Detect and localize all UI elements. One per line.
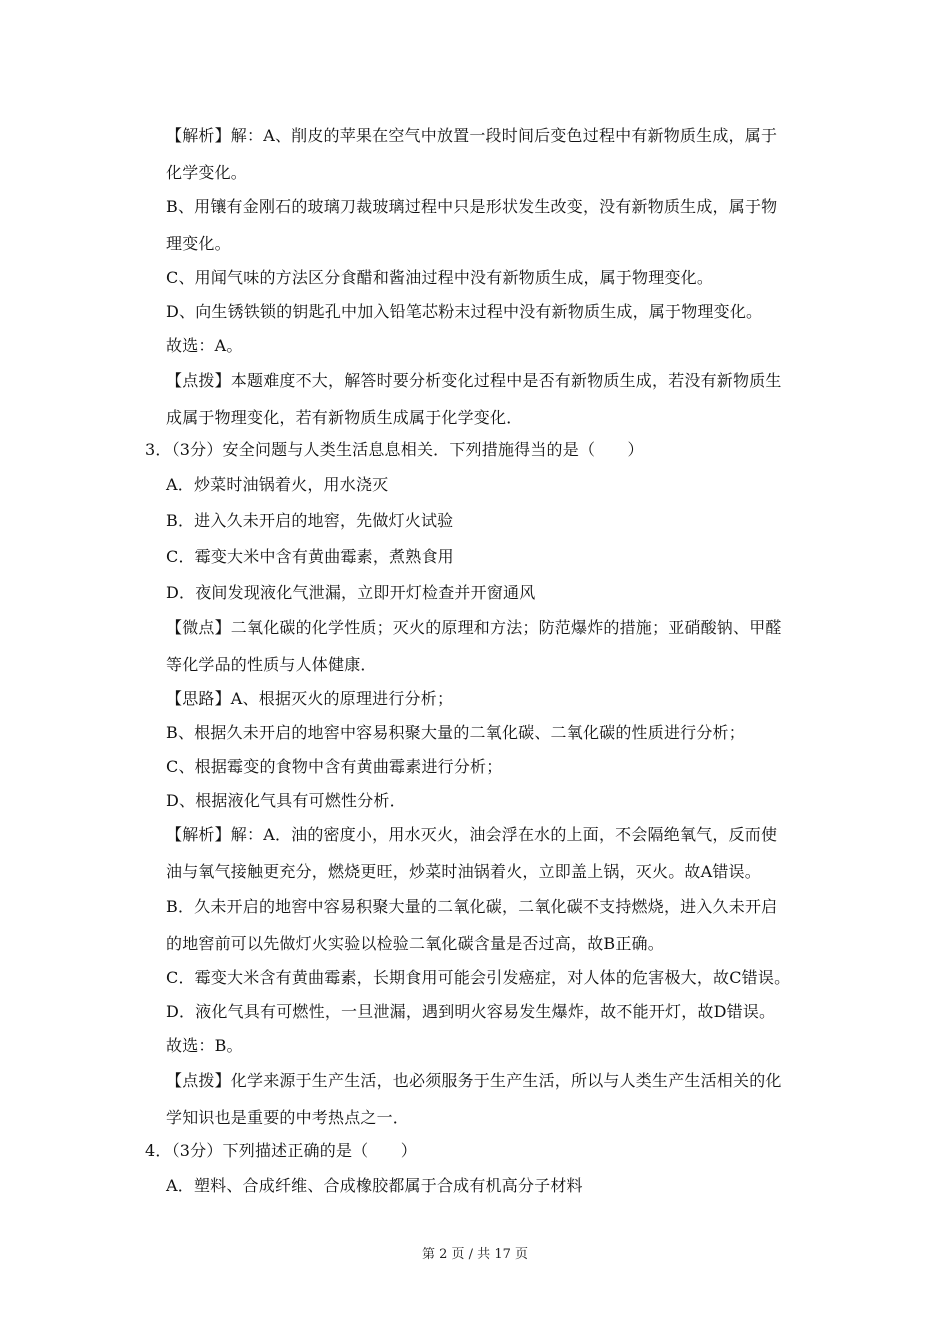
text-line: 的地窖前可以先做灯火实验以检验二氧化碳含量是否过高，故B正确。 (166, 934, 664, 953)
text-line: 油与氧气接触更充分，燃烧更旺，炒菜时油锅着火，立即盖上锅，灭火。故A错误。 (166, 862, 761, 881)
text-line: 【点拨】化学来源于生产生活，也必须服务于生产生活，所以与人类生产生活相关的化 (166, 1071, 782, 1090)
text-line: B、根据久未开启的地窖中容易积聚大量的二氧化碳、二氧化碳的性质进行分析； (166, 723, 745, 742)
text-line: 【微点】二氧化碳的化学性质；灭火的原理和方法；防范爆炸的措施；亚硝酸钠、甲醛 (166, 618, 782, 637)
text-line: 【点拨】本题难度不大，解答时要分析变化过程中是否有新物质生成，若没有新物质生 (166, 371, 782, 390)
question-4-stem: 4．（3分）下列描述正确的是（ ） (145, 1141, 417, 1160)
text-line: C．霉变大米含有黄曲霉素，长期食用可能会引发癌症，对人体的危害极大，故C错误。 (166, 968, 791, 987)
text-line: D、向生锈铁锁的钥匙孔中加入铅笔芯粉末过程中没有新物质生成，属于物理变化。 (166, 302, 763, 321)
text-line: D、根据液化气具有可燃性分析． (166, 791, 406, 810)
option-b: B．进入久未开启的地窖，先做灯火试验 (166, 511, 454, 530)
text-line: 学知识也是重要的中考热点之一． (166, 1108, 410, 1127)
option-a: A．炒菜时油锅着火，用水浇灭 (166, 475, 389, 494)
text-line: B、用镶有金刚石的玻璃刀裁玻璃过程中只是形状发生改变，没有新物质生成，属于物 (166, 197, 778, 216)
question-3-stem: 3．（3分）安全问题与人类生活息息相关．下列措施得当的是（ ） (145, 440, 644, 459)
text-line: 化学变化。 (166, 163, 248, 182)
option-c: C．霉变大米中含有黄曲霉素，煮熟食用 (166, 547, 454, 566)
text-line: 理变化。 (166, 234, 231, 253)
text-line: 成属于物理变化，若有新物质生成属于化学变化． (166, 408, 523, 427)
text-line: C、用闻气味的方法区分食醋和酱油过程中没有新物质生成，属于物理变化。 (166, 268, 714, 287)
text-line: D．液化气具有可燃性，一旦泄漏，遇到明火容易发生爆炸，故不能开灯，故D错误。 (166, 1002, 776, 1021)
option-a: A．塑料、合成纤维、合成橡胶都属于合成有机高分子材料 (166, 1176, 583, 1195)
text-line: 【解析】解：A、削皮的苹果在空气中放置一段时间后变色过程中有新物质生成，属于 (166, 126, 778, 145)
text-line: 【思路】A、根据灭火的原理进行分析； (166, 689, 454, 708)
text-line: 【解析】解：A．油的密度小，用水灭火，油会浮在水的上面，不会隔绝氧气，反而使 (166, 825, 778, 844)
page-footer: 第 2 页 / 共 17 页 (422, 1247, 528, 1262)
text-line: B．久未开启的地窖中容易积聚大量的二氧化碳，二氧化碳不支持燃烧，进入久未开启 (166, 897, 778, 916)
text-line: 故选：A。 (166, 336, 243, 355)
option-d: D．夜间发现液化气泄漏，立即开灯检查并开窗通风 (166, 583, 536, 602)
text-line: 故选：B。 (166, 1036, 243, 1055)
text-line: C、根据霉变的食物中含有黄曲霉素进行分析； (166, 757, 503, 776)
text-line: 等化学品的性质与人体健康． (166, 655, 377, 674)
